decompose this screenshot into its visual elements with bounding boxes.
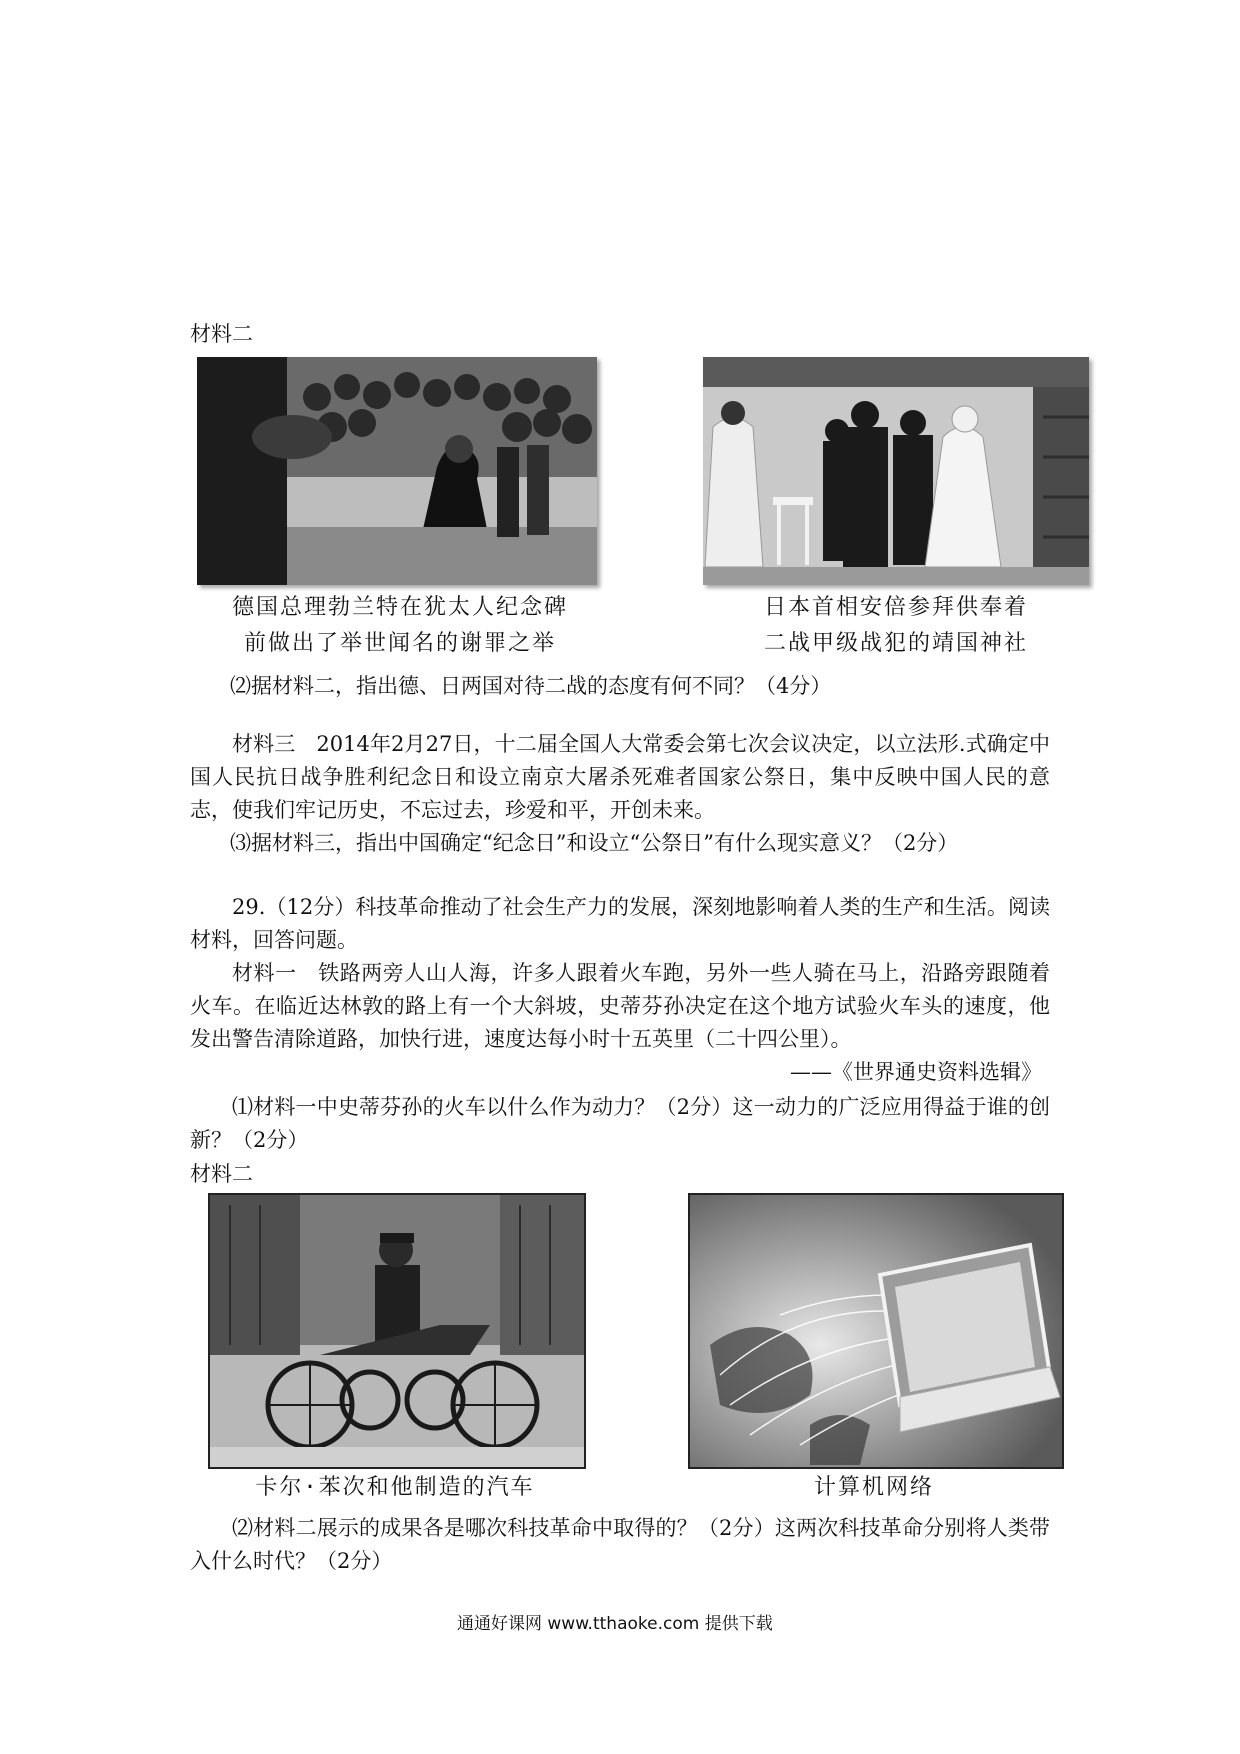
question-2: ⑵据材料二，指出德、日两国对待二战的态度有何不同？（4分） [230,674,832,698]
material-3-text: 材料三 2014年2月27日，十二届全国人大常委会第七次会议决定，以立法形.式确定中国人民抗日战争胜利纪念日和设立南京大屠杀死难者国家公祭日，集中反映中国人民的意志，使我们牢记历史，不忘过去，珍爱和平，开创未来。 [190,732,1050,822]
question-3: ⑶据材料三，指出中国确定“纪念日”和设立“公祭日”有什么现实意义？（2分） [230,831,959,855]
photo-abe-yasukuni [703,357,1089,585]
caption-right-line1: 日本首相安倍参拜供奉着 [763,595,1028,620]
caption-network: 计算机网络 [813,1475,934,1500]
q29-question-1: ⑴材料一中史蒂芬孙的火车以什么作为动力？（2分）这一动力的广泛应用得益于谁的创新？（2分） [190,1095,1050,1152]
caption-right-line2: 二战甲级战犯的靖国神社 [763,631,1028,656]
q29-question-2: ⑵材料二展示的成果各是哪次科技革命中取得的？（2分）这两次科技革命分别将人类带入什么时代？（2分） [190,1516,1050,1573]
photo-benz-car [208,1193,586,1469]
caption-left-line2: 前做出了举世闻名的谢罪之举 [243,631,556,656]
footer-text: 通通好课网 www.tthaoke.com 提供下载 [457,1614,773,1634]
caption-benz: 卡尔·苯次和他制造的汽车 [255,1475,535,1500]
q29-material-2-label: 材料二 [190,1162,253,1186]
q29-intro: 29.（12分）科技革命推动了社会生产力的发展，深刻地影响着人类的生产和生活。阅读材料，回答问题。 [190,895,1050,952]
q29-material-1: 材料一 铁路两旁人山人海，许多人跟着火车跑，另外一些人骑在马上，沿路旁跟随着火车。在临近达林敦的路上有一个大斜坡，史蒂芬孙决定在这个地方试验火车头的速度，他发出警告清除道路，加快行进，速度达每小时十五英里（二十四公里）。 [190,961,1050,1051]
photo-computer-network [688,1193,1064,1469]
photo-brandt-kneeling [197,357,597,585]
material-label: 材料二 [190,322,253,346]
caption-left-line1: 德国总理勃兰特在犹太人纪念碑 [231,595,568,620]
q29-source: ——《世界通史资料选辑》 [790,1060,1042,1084]
